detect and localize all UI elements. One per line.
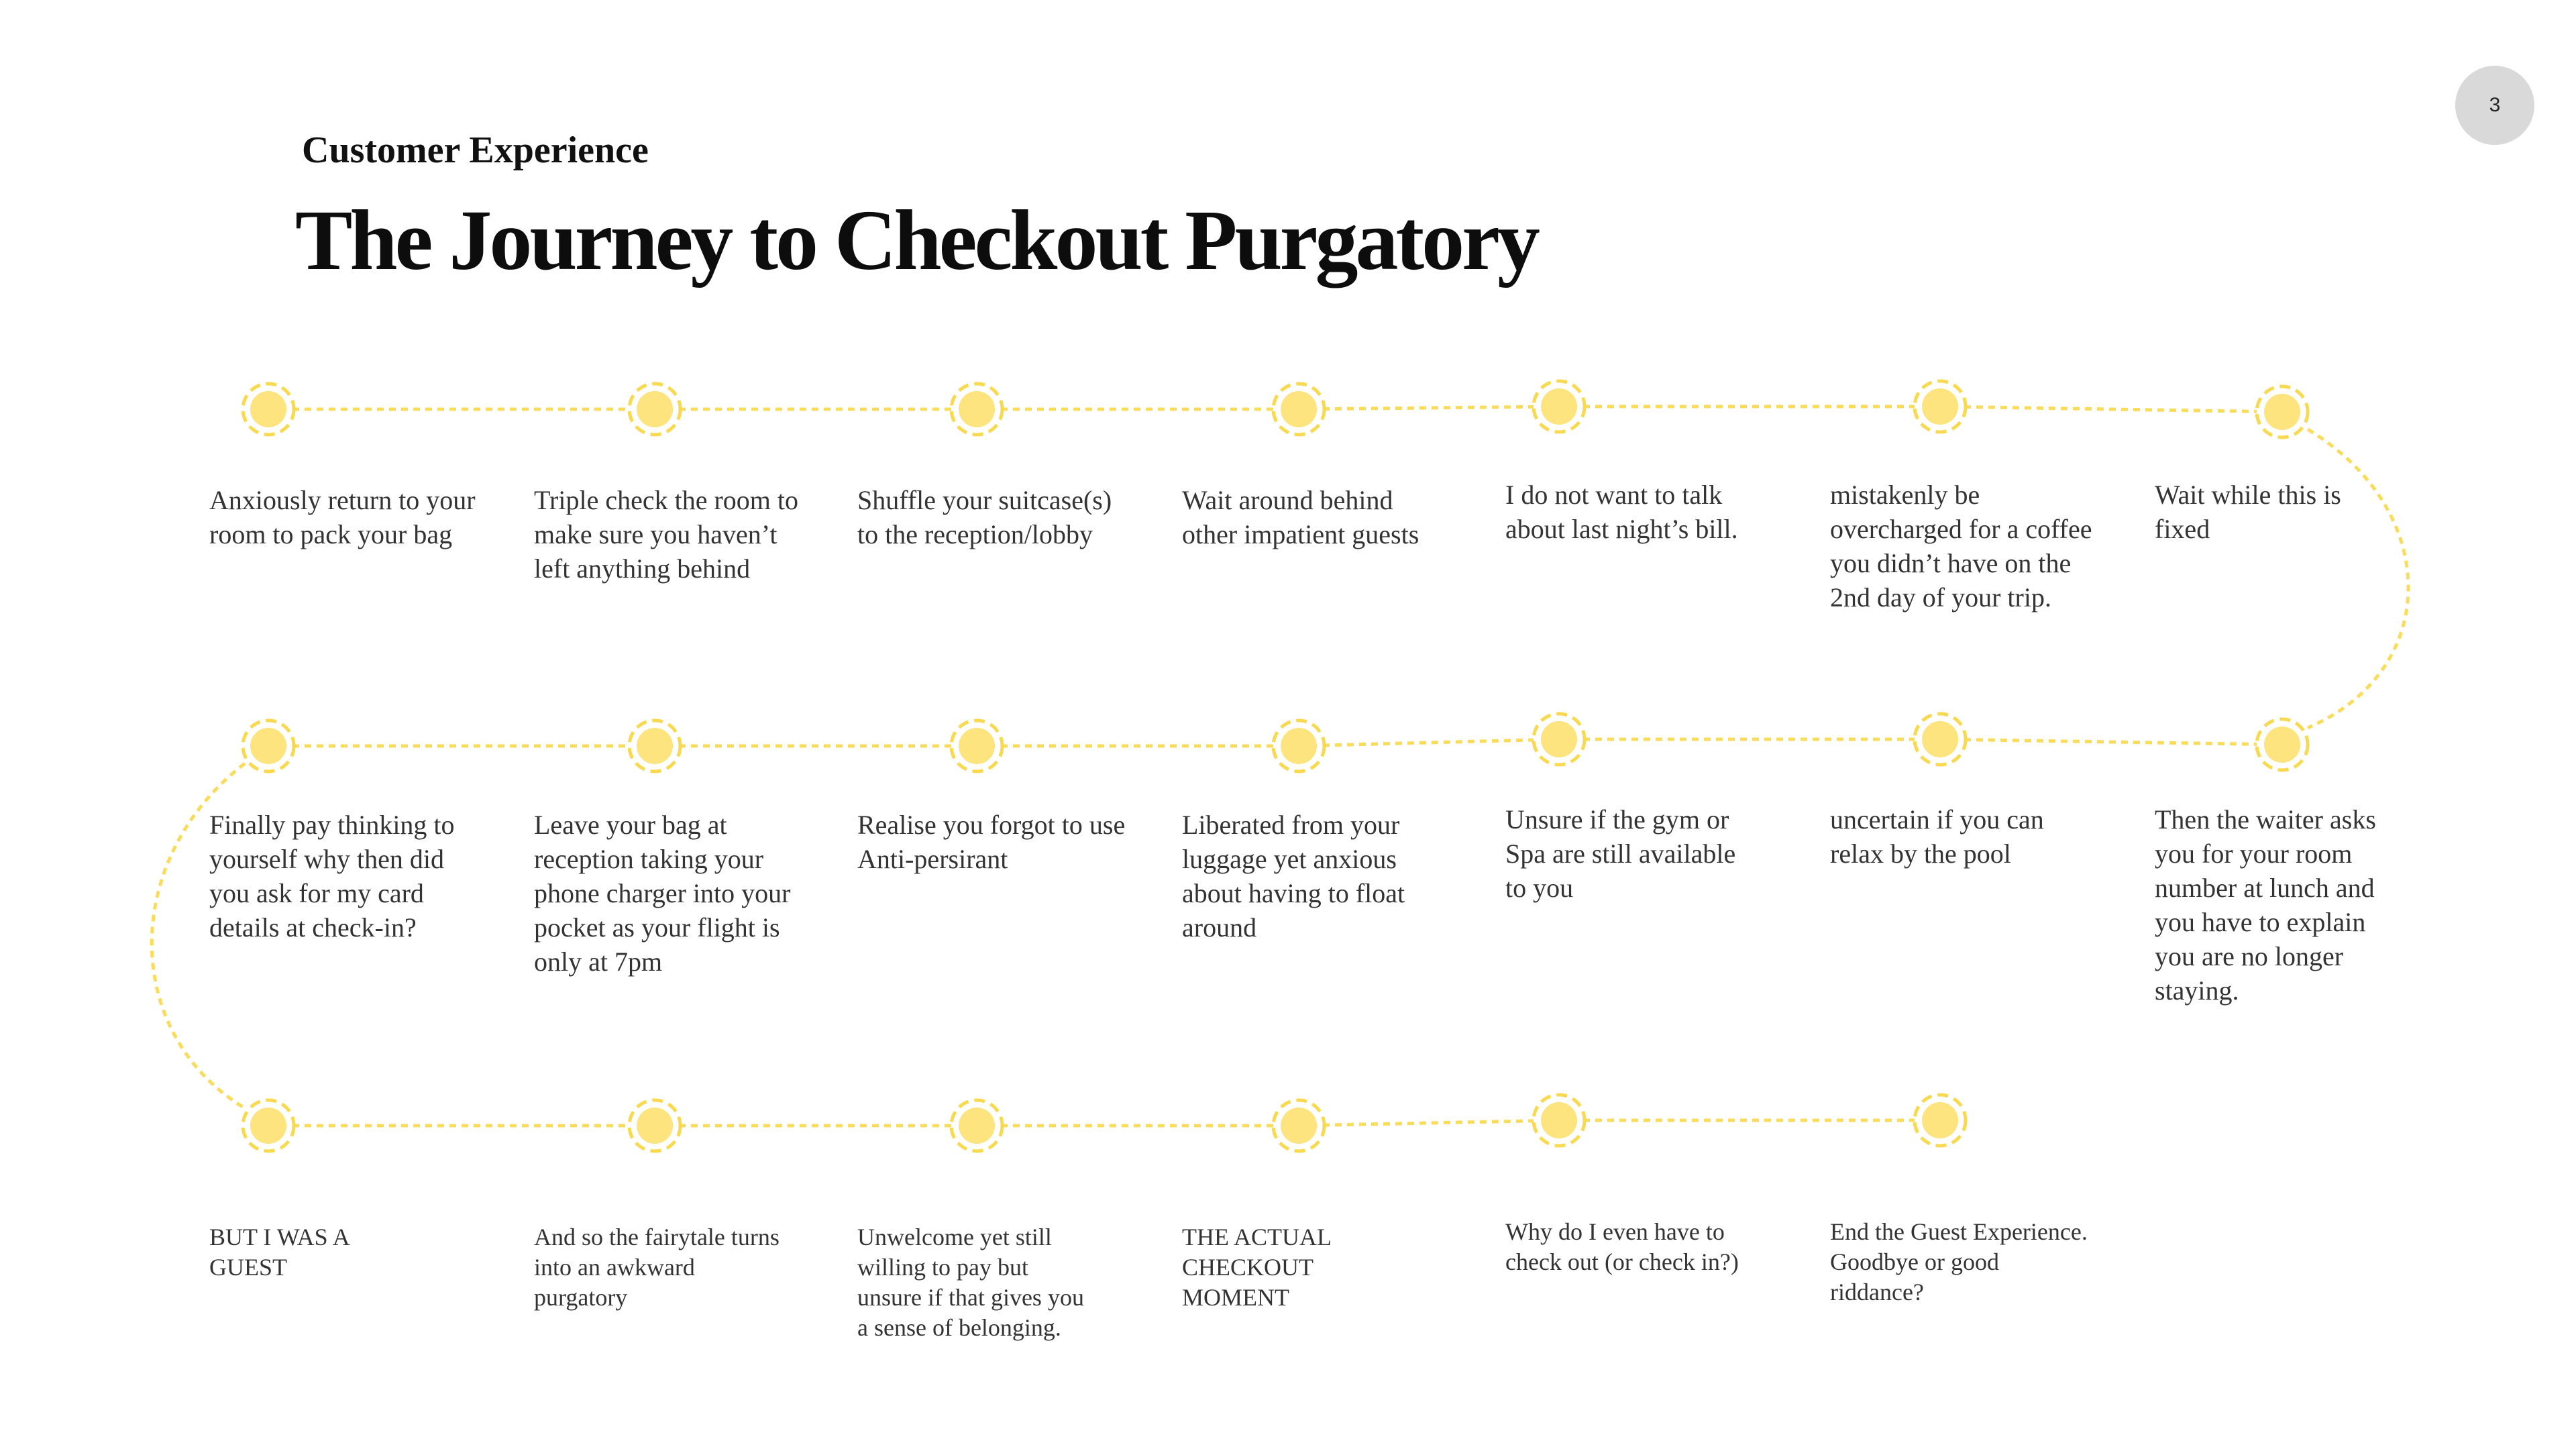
step-label: Liberated from your luggage yet anxious about having to float around [1182, 810, 1405, 943]
step-marker [243, 384, 294, 435]
step-marker [1915, 381, 1966, 432]
step-label: THE ACTUAL CHECKOUT MOMENT [1182, 1224, 1331, 1311]
step-marker [243, 1100, 294, 1151]
page-number: 3 [2489, 94, 2501, 116]
step-marker [1273, 1100, 1324, 1151]
step-marker [2257, 386, 2308, 437]
marker-core [959, 1108, 995, 1144]
journey-connector [1940, 407, 2282, 412]
step-marker [1915, 1095, 1966, 1146]
step-marker [951, 384, 1002, 435]
step-marker [1273, 720, 1324, 771]
step-label: mistakenly be overcharged for a coffee you didn’t have on the 2nd day of your trip. [1830, 480, 2092, 612]
marker-core [637, 391, 673, 427]
step-label: uncertain if you can relax by the pool [1830, 804, 2044, 869]
marker-core [250, 391, 286, 427]
marker-core [2264, 394, 2300, 430]
step-marker [2257, 719, 2308, 770]
marker-core [1922, 1102, 1958, 1138]
step-label: Leave your bag at reception taking your phone charger into your pocket as your flight is only at 7pm [534, 810, 791, 977]
step-label: And so the fairytale turns into an awkward purgatory [534, 1224, 780, 1311]
marker-core [1922, 721, 1958, 757]
step-marker [243, 720, 294, 771]
journey-curve-right [2308, 429, 2408, 728]
step-label: BUT I WAS A GUEST [209, 1224, 349, 1281]
journey-connector [1299, 1120, 1559, 1126]
marker-core [1281, 728, 1317, 764]
journey-connector [1299, 739, 1559, 746]
marker-core [959, 391, 995, 427]
marker-core [1922, 388, 1958, 425]
step-marker [629, 720, 680, 771]
marker-core [250, 1108, 286, 1144]
step-label: Wait around behind other impatient guests [1182, 485, 1419, 549]
step-label: Shuffle your suitcase(s) to the reception/lobby [857, 485, 1112, 549]
step-label: Unsure if the gym or Spa are still available to you [1505, 804, 1736, 903]
step-marker [1534, 1095, 1585, 1146]
step-marker [951, 1100, 1002, 1151]
marker-core [2264, 727, 2300, 763]
marker-core [637, 1108, 673, 1144]
step-label: Finally pay thinking to yourself why then did you ask for my card details at check-in? [209, 810, 455, 943]
step-marker [629, 1100, 680, 1151]
journey-connector [1940, 739, 2282, 745]
marker-core [1541, 388, 1577, 425]
step-label: End the Guest Experience. Goodbye or good riddance? [1830, 1218, 2088, 1305]
marker-core [1281, 391, 1317, 427]
marker-core [1281, 1108, 1317, 1144]
marker-core [1541, 721, 1577, 757]
step-marker [951, 720, 1002, 771]
step-marker [1273, 384, 1324, 435]
step-label: Wait while this is fixed [2155, 480, 2341, 544]
step-label: Then the waiter asks you for your room number at lunch and you have to explain you are no longer staying. [2155, 804, 2376, 1006]
step-marker [1534, 381, 1585, 432]
step-label: Triple check the room to make sure you haven’t left anything behind [534, 485, 799, 584]
slide-subtitle: Customer Experience [302, 129, 649, 171]
marker-core [959, 728, 995, 764]
step-label: I do not want to talk about last night’s bill. [1505, 480, 1738, 544]
marker-core [250, 728, 286, 764]
step-label: Anxiously return to your room to pack your bag [209, 485, 476, 549]
step-label: Realise you forgot to use Anti-persirant [857, 810, 1126, 874]
step-marker [1534, 714, 1585, 765]
step-label: Why do I even have to check out (or check in?) [1505, 1218, 1739, 1275]
step-marker [629, 384, 680, 435]
step-label: Unwelcome yet still willing to pay but unsure if that gives you a sense of belonging. [857, 1224, 1084, 1341]
slide-title: The Journey to Checkout Purgatory [295, 193, 1538, 288]
marker-core [637, 728, 673, 764]
step-marker [1915, 714, 1966, 765]
journey-connector [1299, 407, 1559, 409]
marker-core [1541, 1102, 1577, 1138]
